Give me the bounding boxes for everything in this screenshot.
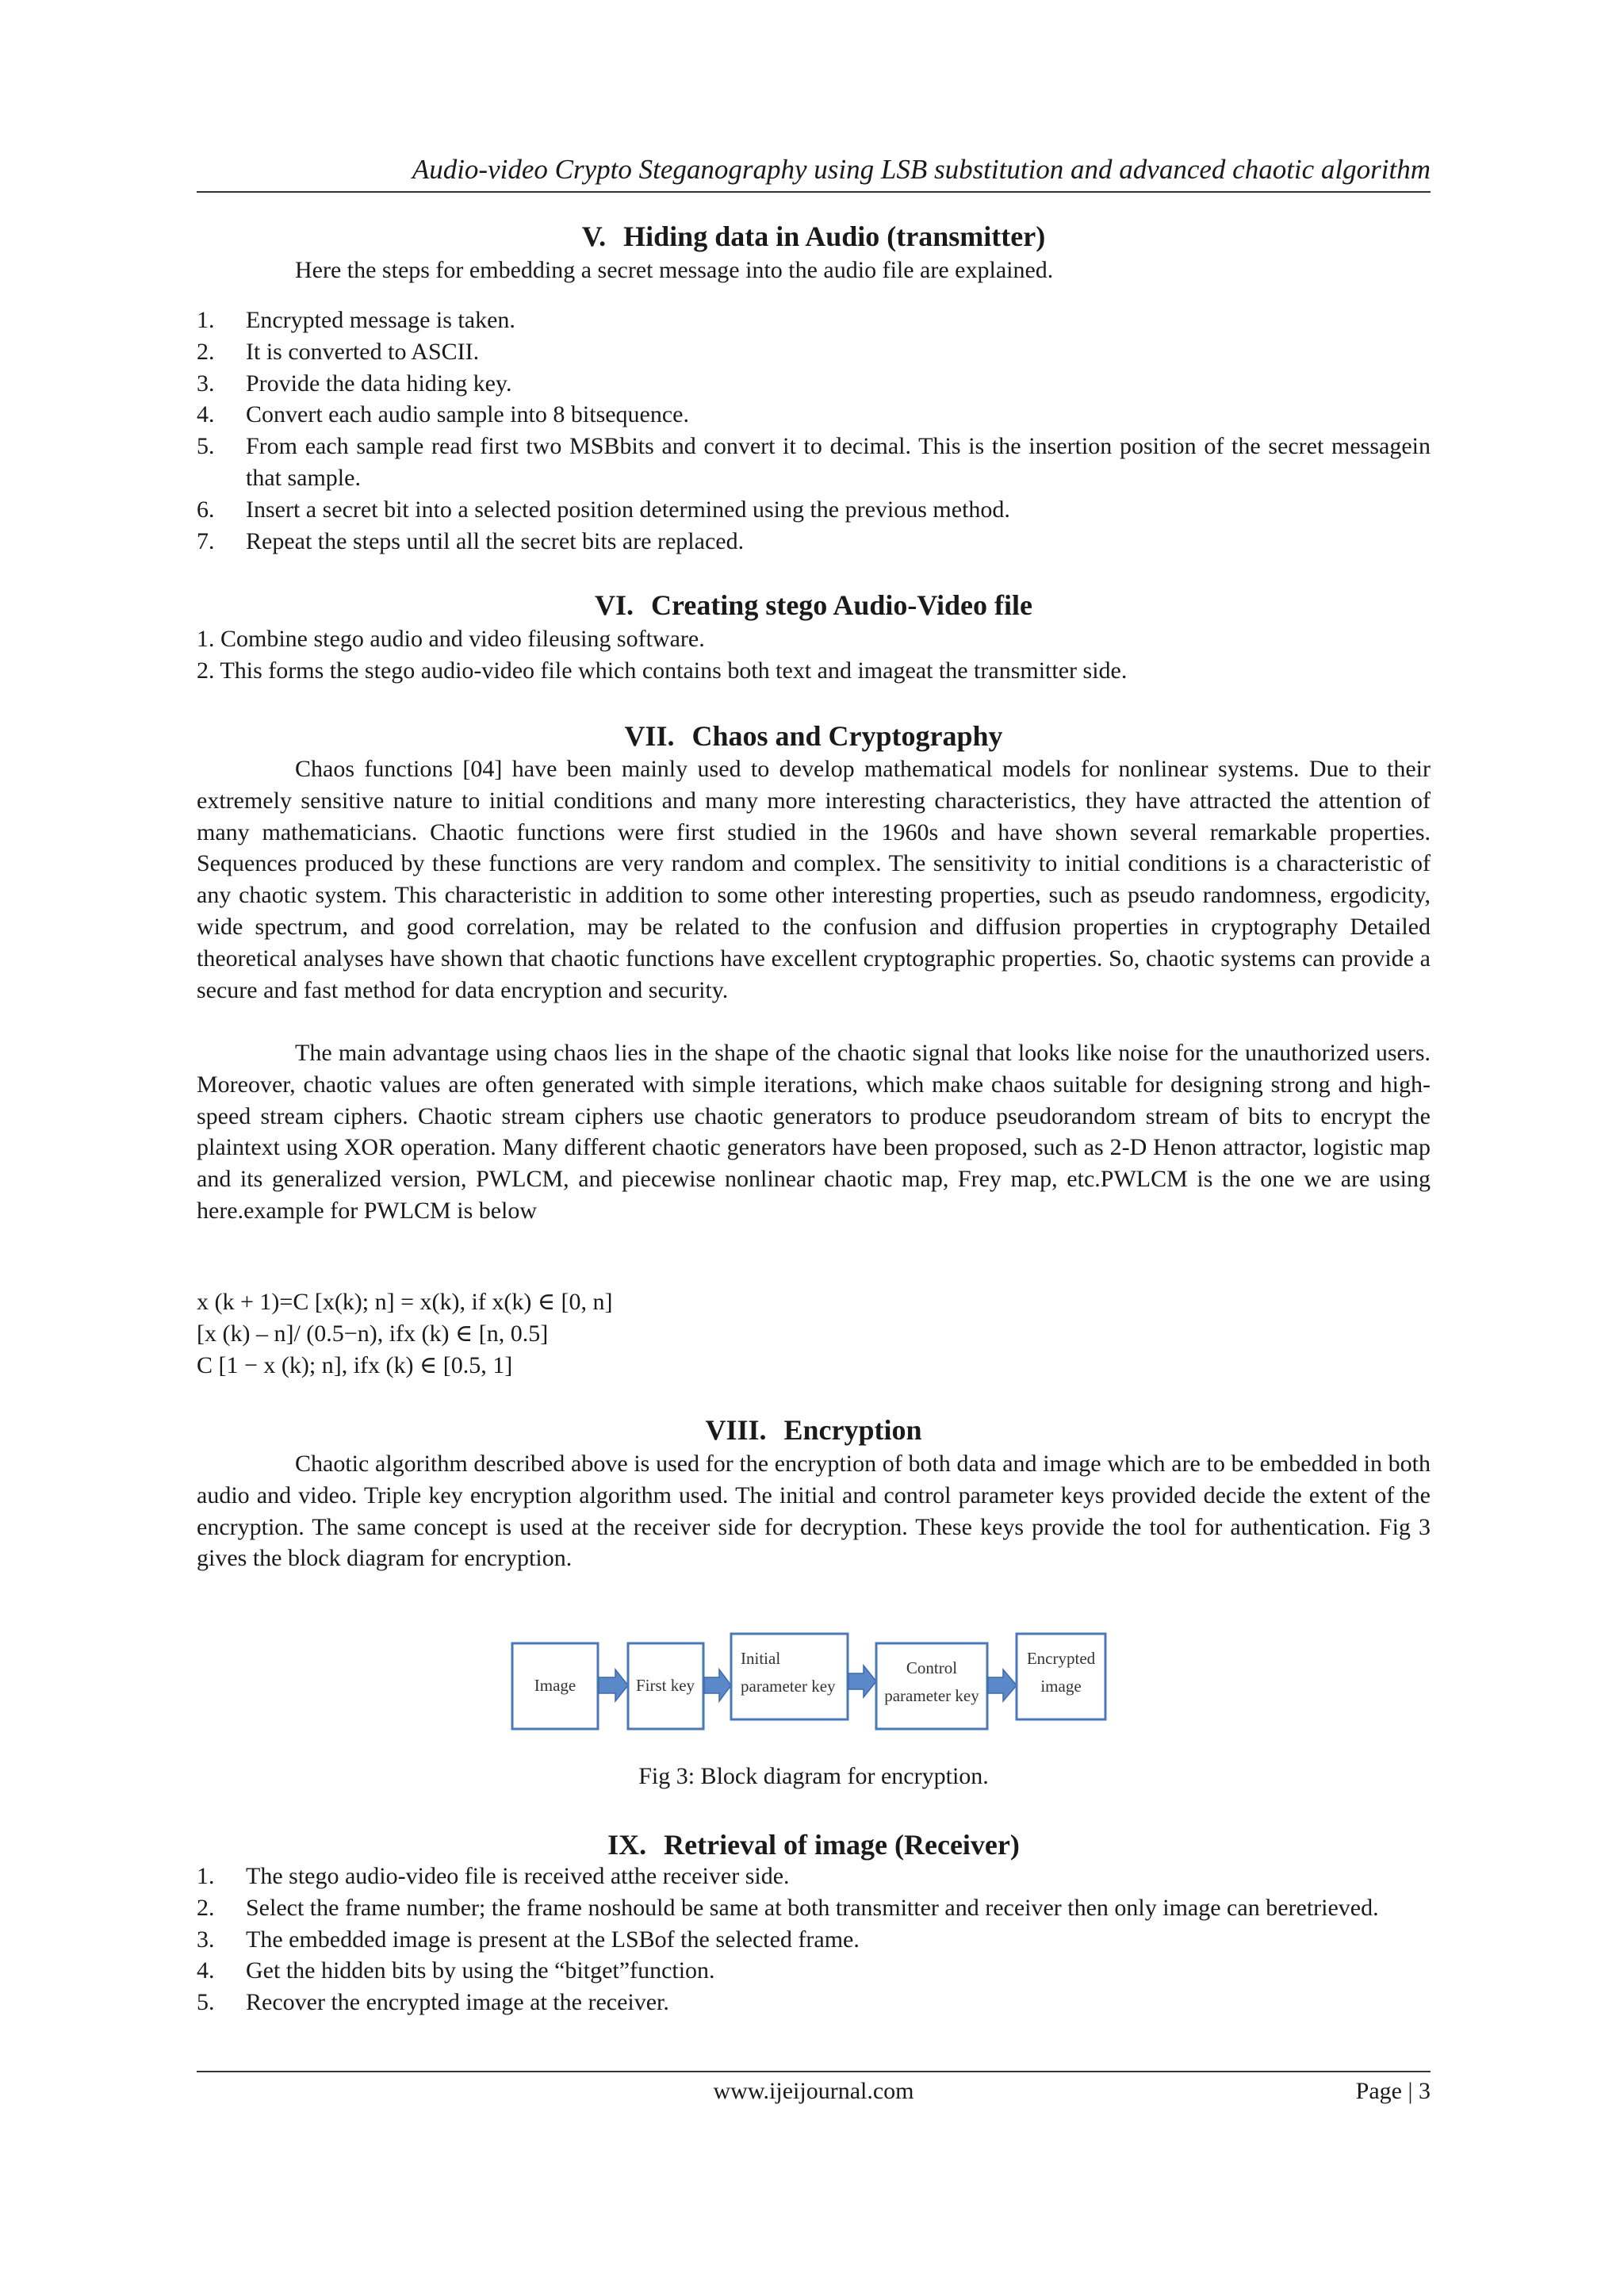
section-viii-title: Encryption [783, 1414, 922, 1446]
figure-caption: Fig 3: Block diagram for encryption. [638, 1763, 989, 1789]
diagram-box-control-label-2: parameter key [884, 1686, 979, 1705]
list-item [197, 305, 1431, 336]
item-text: Insert a secret bit into a selected position determined using the previous method. [246, 496, 1010, 523]
list-item [197, 1892, 1431, 1924]
footer-url: www.ijeijournal.com [713, 2078, 914, 2104]
section-vii-number: VII. [624, 720, 675, 752]
section-v-heading [197, 219, 1431, 254]
diagram-box-encrypted-label-1: Encrypted [1026, 1649, 1096, 1668]
diagram-box-encrypted-label-2: image [1040, 1677, 1082, 1696]
list-item [197, 494, 1431, 526]
section-vii-title: Chaos and Cryptography [691, 720, 1003, 752]
section-vi-line-1: 1. Combine stego audio and video fileusing software. [197, 626, 705, 652]
footer-page-number: Page | 3 [1355, 2078, 1431, 2104]
item-text: Repeat the steps until all the secret bits are replaced. [246, 527, 745, 554]
section-v-number: V. [581, 220, 607, 252]
formula-line-2: [x (k) – n]/ (0.5−n), ifx (k) ∈ [n, 0.5] [197, 1320, 549, 1347]
list-item [197, 368, 1431, 400]
arrow-icon [704, 1669, 731, 1701]
item-text: Encrypted message is taken. [246, 307, 515, 333]
section-ix-heading [197, 1827, 1431, 1862]
diagram-box-first-key-label: First key [635, 1676, 695, 1695]
diagram-box-initial-label-1: Initial [741, 1649, 781, 1668]
item-number: 6. [197, 496, 215, 523]
section-ix-title: Retrieval of image (Receiver) [664, 1829, 1020, 1861]
item-text: It is converted to ASCII. [246, 338, 480, 365]
section-ix-steps [197, 1861, 1431, 2018]
item-text: Convert each audio sample into 8 bitsequence. [246, 401, 689, 428]
section-vi-title: Creating stego Audio-Video file [651, 589, 1032, 621]
list-item [197, 431, 1431, 494]
item-text: Select the frame number; the frame noshould be same at both transmitter and receiver then only image can beretrieved. [246, 1894, 1379, 1921]
section-viii-paragraph: Chaotic algorithm described above is used for the encryption of both data and image which are to be embedded in both audio and video. Triple key encryption algorithm used. The initial and control parameter keys provided decide the extent of the encryption. The same concept is used at the receiver side for decryption. These keys provide the tool for authentication. Fig 3 gives the block diagram for encryption. [197, 1451, 1431, 1572]
list-item [197, 1924, 1431, 1956]
section-viii-number: VIII. [705, 1414, 767, 1446]
list-item [197, 1987, 1431, 2018]
item-number: 4. [197, 1957, 215, 1984]
section-vii-paragraph-1: Chaos functions [04] have been mainly used to develop mathematical models for nonlinear systems. Due to their extremely sensitive nature to initial conditions and many more interesting characteristics, they have attracted the attention of many mathematicians. Chaotic functions were first studied in the 1960s and have shown several remarkable properties. Sequences produced by these functions are very random and complex. The sensitivity to initial conditions is a characteristic of any chaotic system. This characteristic in addition to some other interesting properties, such as pseudo randomness, ergodicity, wide spectrum, and good correlation, may be related to the confusion and diffusion properties in cryptography Detailed theoretical analyses have shown that chaotic functions have excellent cryptographic properties. So, chaotic systems can provide a secure and fast method for data encryption and security. [197, 756, 1431, 1003]
section-v-intro: Here the steps for embedding a secret message into the audio file are explained. [295, 257, 1054, 283]
arrow-icon [848, 1665, 876, 1697]
list-item [197, 526, 1431, 558]
diagram-box-initial-label-2: parameter key [741, 1677, 836, 1696]
item-number: 1. [197, 1863, 215, 1889]
section-vi-line-2: 2. This forms the stego audio-video file which contains both text and imageat the transmitter side. [197, 657, 1128, 684]
item-text: The embedded image is present at the LSBof the selected frame. [246, 1926, 860, 1953]
item-number: 1. [197, 307, 215, 333]
item-number: 4. [197, 401, 215, 428]
item-text: From each sample read first two MSBbits and convert it to decimal. This is the insertion position of the secret messagein that sample. [246, 433, 1431, 491]
formula-line-3: C [1 − x (k); n], ifx (k) ∈ [0.5, 1] [197, 1352, 513, 1378]
diagram-box-control-label-1: Control [906, 1658, 958, 1677]
item-number: 7. [197, 527, 215, 554]
section-v-title: Hiding data in Audio (transmitter) [623, 220, 1046, 252]
section-vi-heading [197, 588, 1431, 623]
section-vii-paragraph-2: The main advantage using chaos lies in the shape of the chaotic signal that looks like noise for the unauthorized users. Moreover, chaotic values are often generated with simple iterations, which make chaos suitable for designing strong and high-speed stream ciphers. Chaotic stream ciphers use chaotic generators to produce pseudorandom stream of bits to encrypt the plaintext using XOR operation. Many different chaotic generators have been proposed, such as 2-D Henon attractor, logistic map and its generalized version, PWLCM, and piecewise nonlinear chaotic map, Frey map, etc.PWLCM is the one we are using here.example for PWLCM is below [197, 1040, 1431, 1224]
list-item [197, 336, 1431, 368]
item-text: Get the hidden bits by using the “bitget”function. [246, 1957, 715, 1984]
arrow-icon [988, 1669, 1017, 1701]
list-item [197, 1861, 1431, 1892]
item-number: 5. [197, 433, 215, 460]
list-item [197, 1955, 1431, 1987]
section-v-steps [197, 305, 1431, 557]
item-text: Recover the encrypted image at the receiver. [246, 1989, 669, 2016]
item-number: 3. [197, 370, 215, 397]
arrow-icon [599, 1669, 628, 1701]
item-number: 2. [197, 338, 215, 365]
section-vii-heading [197, 719, 1431, 753]
item-number: 5. [197, 1989, 215, 2016]
section-viii-heading [197, 1412, 1431, 1447]
list-item [197, 399, 1431, 431]
formula-line-1: x (k + 1)=C [x(k); n] = x(k), if x(k) ∈ [0, n] [197, 1289, 613, 1315]
encryption-block-diagram [509, 1630, 1120, 1733]
item-number: 3. [197, 1926, 215, 1953]
item-number: 2. [197, 1894, 215, 1921]
running-header: Audio-video Crypto Steganography using LSB substitution and advanced chaotic algorithm [412, 154, 1431, 185]
footer-rule [197, 2071, 1431, 2072]
item-text: Provide the data hiding key. [246, 370, 512, 397]
section-ix-number: IX. [607, 1829, 647, 1861]
diagram-box-image-label: Image [534, 1676, 576, 1695]
section-vi-number: VI. [595, 589, 634, 621]
item-text: The stego audio-video file is received atthe receiver side. [246, 1863, 790, 1889]
header-rule [197, 191, 1431, 193]
